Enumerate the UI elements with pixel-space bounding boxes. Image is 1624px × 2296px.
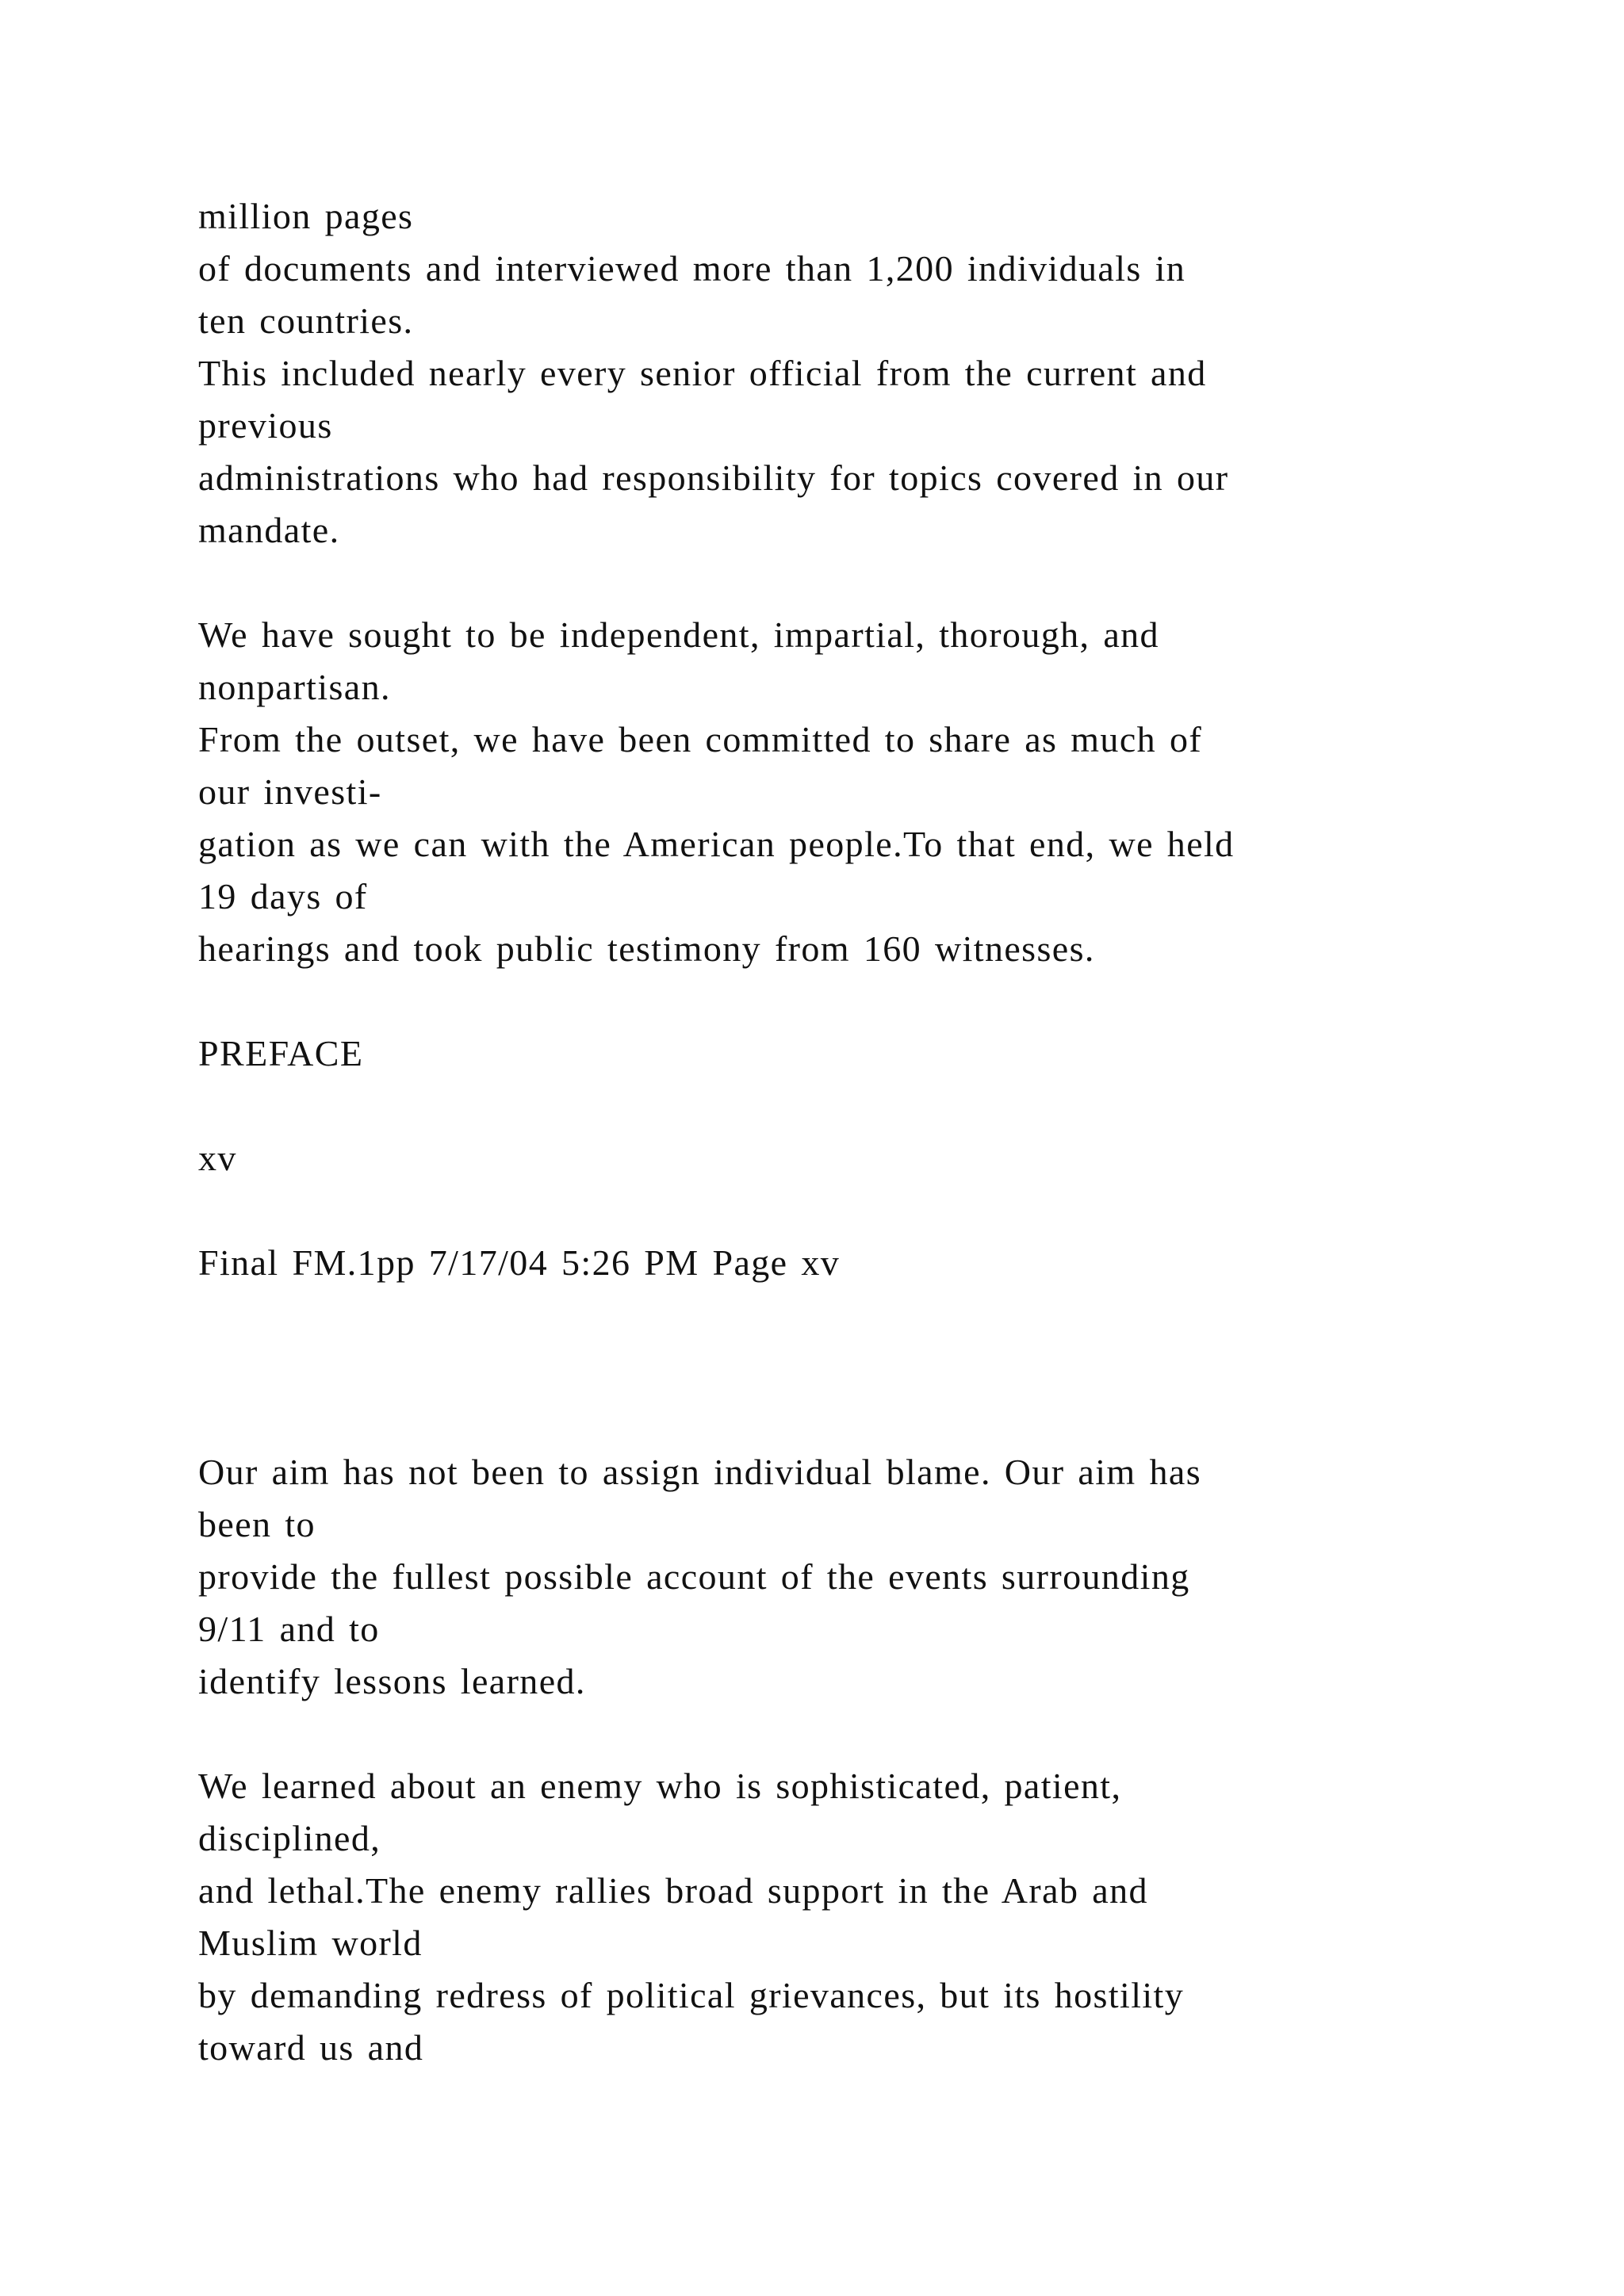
paragraph-spacer: [198, 975, 1483, 1027]
paragraph-spacer: [198, 557, 1483, 609]
text-line: administrations who had responsibility for topics covered in our: [198, 457, 1229, 498]
paragraph-documents-interviews: [198, 190, 1483, 557]
section-heading: PREFACE: [198, 1033, 364, 1073]
text-line: identify lessons learned.: [198, 1661, 586, 1701]
text-line: provide the fullest possible account of the events surrounding: [198, 1556, 1190, 1597]
page-number: xv: [198, 1138, 237, 1178]
text-line: nonpartisan.: [198, 667, 391, 707]
text-line: We have sought to be independent, impartial, thorough, and: [198, 614, 1159, 655]
text-line: We learned about an enemy who is sophisticated, patient,: [198, 1766, 1122, 1806]
paragraph-spacer: [198, 1184, 1483, 1237]
paragraph-independence: [198, 609, 1483, 975]
text-line: This included nearly every senior official from the current and: [198, 353, 1207, 393]
text-line: Muslim world: [198, 1923, 423, 1963]
text-line: From the outset, we have been committed to share as much of: [198, 719, 1203, 760]
page-break-spacer: [198, 1289, 1483, 1446]
text-line: previous: [198, 405, 333, 446]
paragraph-spacer: [198, 1708, 1483, 1760]
text-line: 19 days of: [198, 876, 368, 916]
text-line: been to: [198, 1504, 316, 1544]
text-line: hearings and took public testimony from 160 witnesses.: [198, 928, 1095, 969]
text-line: mandate.: [198, 510, 340, 550]
text-line: ten countries.: [198, 300, 414, 341]
text-line: gation as we can with the American people.To that end, we held: [198, 824, 1235, 864]
text-line: of documents and interviewed more than 1,200 individuals in: [198, 248, 1186, 289]
text-line: and lethal.The enemy rallies broad support in the Arab and: [198, 1870, 1148, 1911]
text-line: disciplined,: [198, 1818, 381, 1858]
paragraph-spacer: [198, 1080, 1483, 1132]
paragraph-aim: [198, 1446, 1483, 1708]
document-body: [198, 190, 1483, 2074]
text-line: million pages: [198, 196, 414, 236]
print-footer: Final FM.1pp 7/17/04 5:26 PM Page xv: [198, 1242, 841, 1283]
text-line: 9/11 and to: [198, 1609, 380, 1649]
paragraph-enemy: [198, 1760, 1483, 2074]
text-line: toward us and: [198, 2027, 424, 2068]
text-line: Our aim has not been to assign individual blame. Our aim has: [198, 1452, 1201, 1492]
text-line: our investi-: [198, 771, 382, 812]
text-line: by demanding redress of political grievances, but its hostility: [198, 1975, 1185, 2015]
